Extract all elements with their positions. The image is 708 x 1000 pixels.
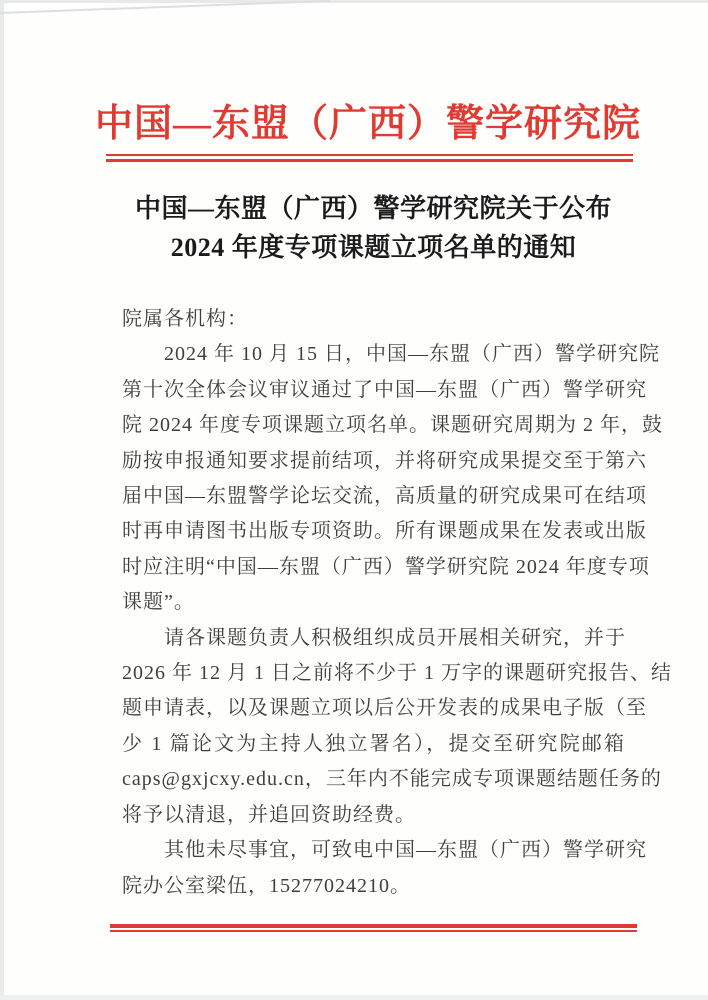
body-text-line: 院办公室梁伍，15277024210。 [122,874,411,897]
body-text-line: 将予以清退，并追回资助经费。 [122,803,416,826]
body-text-line: 课题”。 [122,591,195,614]
body-text-line: 时再申请图书出版专项资助。所有课题成果在发表或出版 [122,520,647,543]
body-text-line: 励按申报通知要求提前结项，并将研究成果提交至于第六 [122,449,647,472]
body-text-line: 少 1 篇论文为主持人独立署名），提交至研究院邮箱 [122,732,625,755]
body-text-line: 院 2024 年度专项课题立项名单。课题研究周期为 2 年，鼓 [122,414,663,437]
scan-edge-bottom [0,995,708,1000]
body-text-line: caps@gxjcxy.edu.cn，三年内不能完成专项课题结题任务的 [122,768,662,791]
document-body [122,302,672,904]
document-title-line2: 2024 年度专项课题立项名单的通知 [170,233,577,262]
body-text-line: 院属各机构： [122,308,248,330]
body-text-line: 时应注明“中国—东盟（广西）警学研究院 2024 年度专项 [122,555,650,578]
body-text-line: 2026 年 12 月 1 日之前将不少于 1 万字的课题研究报告、结 [122,662,672,685]
document-title [122,189,625,267]
body-text-line: 届中国—东盟警学论坛交流，高质量的研究成果可在结项 [122,485,647,508]
body-text-line: 其他未尽事宜，可致电中国—东盟（广西）警学研究 [164,839,647,862]
body-text-line: 2024 年 10 月 15 日，中国—东盟（广西）警学研究院 [164,343,660,366]
footer-double-rule [110,924,637,932]
body-text-line: 请各课题负责人积极组织成员开展相关研究，并于 [164,626,626,649]
body-text-line: 第十次全体会议审议通过了中国—东盟（广西）警学研究 [122,378,647,401]
document-title-line1: 中国—东盟（广西）警学研究院关于公布 [134,194,612,223]
letterhead-double-rule [106,154,633,162]
scan-edge-left [0,0,4,1000]
body-text-line: 题申请表，以及课题立项以后公开发表的成果电子版（至 [122,697,647,720]
letterhead-org-name: 中国—东盟（广西）警学研究院 [94,103,641,145]
scan-edge-top [0,0,708,3]
